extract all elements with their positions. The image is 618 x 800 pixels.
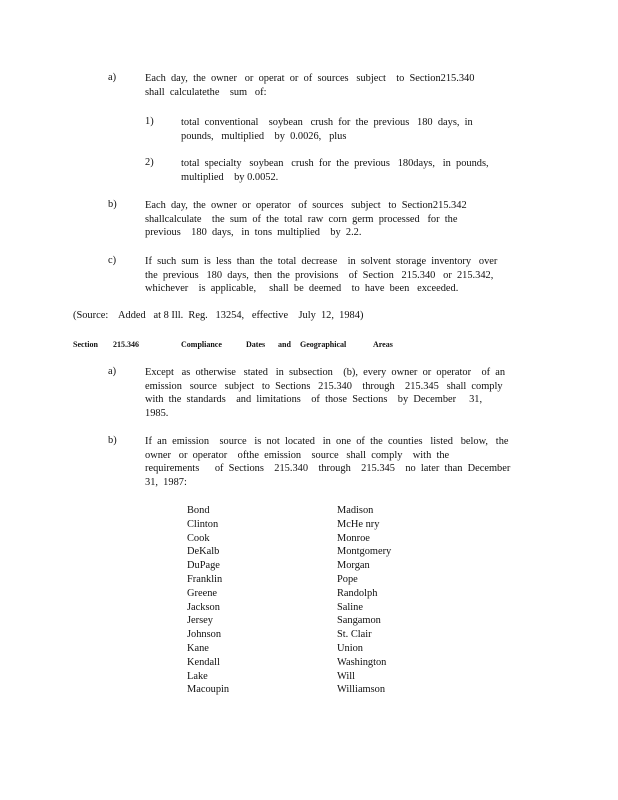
section-number: 215.346	[113, 340, 139, 349]
county-item: Monroe	[337, 532, 370, 544]
subitem-1-label: 1)	[145, 116, 154, 127]
section-title-word: and	[278, 340, 291, 349]
text-line: pounds, multiplied by 0.0026, plus	[181, 130, 347, 142]
county-item: Jackson	[187, 601, 220, 613]
county-item: Will	[337, 670, 356, 682]
county-item: Washington	[337, 656, 387, 668]
county-item: Lake	[187, 670, 208, 682]
text-line: If an emission source is not located in one of the counties listed below, the	[145, 436, 509, 447]
text-line: total conventional soybean crush for the previous 180 days, in	[181, 117, 473, 128]
section-title-word: Dates	[246, 340, 266, 349]
section-title-word: Areas	[373, 340, 393, 349]
text-line: shall calculatethe sum of:	[145, 86, 267, 98]
text-line: Each day, the owner or operat or of sources subject to Section215.340	[145, 73, 475, 84]
county-item: Williamson	[337, 684, 386, 696]
item-a-label: a)	[108, 366, 117, 377]
county-item: Bond	[187, 505, 210, 516]
county-item: Greene	[187, 587, 217, 599]
section-title-word: Geographical	[300, 340, 347, 349]
text-line: total specialty soybean crush for the previous 180days, in pounds,	[181, 158, 489, 169]
subitem-2-text	[181, 157, 494, 184]
item-a-text	[145, 72, 475, 99]
item-c-text	[145, 255, 503, 296]
county-item: Sangamon	[337, 615, 381, 627]
county-item: Madison	[337, 505, 374, 516]
county-item: Pope	[337, 573, 358, 585]
item-c-label: c)	[108, 255, 117, 266]
item-b-text	[145, 435, 511, 489]
county-item: Clinton	[187, 518, 219, 530]
text-line: Each day, the owner or operator of sources subject to Section215.342	[145, 200, 467, 211]
county-item: Cook	[187, 532, 210, 544]
text-line: previous 180 days, in tons multiplied by 2.2.	[145, 227, 362, 239]
county-item: Morgan	[337, 560, 370, 572]
text-line: with the standards and limitations of those Sections by December 31,	[145, 394, 483, 406]
text-line: 31, 1987:	[145, 476, 187, 488]
section-word: Section	[73, 340, 98, 349]
county-item: Saline	[337, 601, 363, 613]
item-b-label: b)	[108, 199, 117, 210]
text-line: multiplied by 0.0052.	[181, 171, 279, 183]
county-item: DuPage	[187, 560, 220, 572]
county-item: Franklin	[187, 573, 223, 585]
county-item: McHe nry	[337, 518, 380, 530]
text-line: owner or operator ofthe emission source shall comply with the	[145, 449, 450, 461]
item-a-text	[145, 366, 506, 420]
county-list-right	[337, 504, 391, 697]
county-item: Union	[337, 642, 363, 654]
county-item: Kane	[187, 642, 209, 654]
text-line: shallcalculate the sum of the total raw corn germ processed for the	[145, 213, 458, 225]
text-line: Except as otherwise stated in subsection (b), every owner or operator of an	[145, 367, 506, 378]
county-item: Johnson	[187, 629, 222, 641]
text-line: emission source subject to Sections 215.340 through 215.345 shall comply	[145, 380, 503, 392]
source-note: (Source: Added at 8 Ill. Reg. 13254, effective July 12, 1984)	[73, 310, 364, 321]
county-item: St. Clair	[337, 629, 372, 641]
subitem-1-text	[181, 116, 481, 143]
section-title-word: Compliance	[181, 340, 222, 349]
county-list-left	[187, 504, 229, 697]
text-line: If such sum is less than the total decrease in solvent storage inventory over	[145, 256, 498, 267]
item-b-text	[145, 199, 470, 240]
text-line: 1985.	[145, 407, 169, 419]
text-line: requirements of Sections 215.340 through 215.345 no later than December	[145, 463, 511, 475]
county-item: Macoupin	[187, 684, 230, 696]
county-item: Montgomery	[337, 546, 392, 558]
county-item: DeKalb	[187, 546, 220, 558]
text-line: whichever is applicable, shall be deemed to have been exceeded.	[145, 283, 459, 295]
text-line: the previous 180 days, then the provisions of Section 215.340 or 215.342,	[145, 269, 494, 281]
county-item: Kendall	[187, 656, 220, 668]
subitem-2-label: 2)	[145, 157, 154, 168]
county-item: Randolph	[337, 587, 378, 599]
item-a-label: a)	[108, 72, 117, 83]
county-item: Jersey	[187, 615, 213, 627]
item-b-label: b)	[108, 435, 117, 446]
